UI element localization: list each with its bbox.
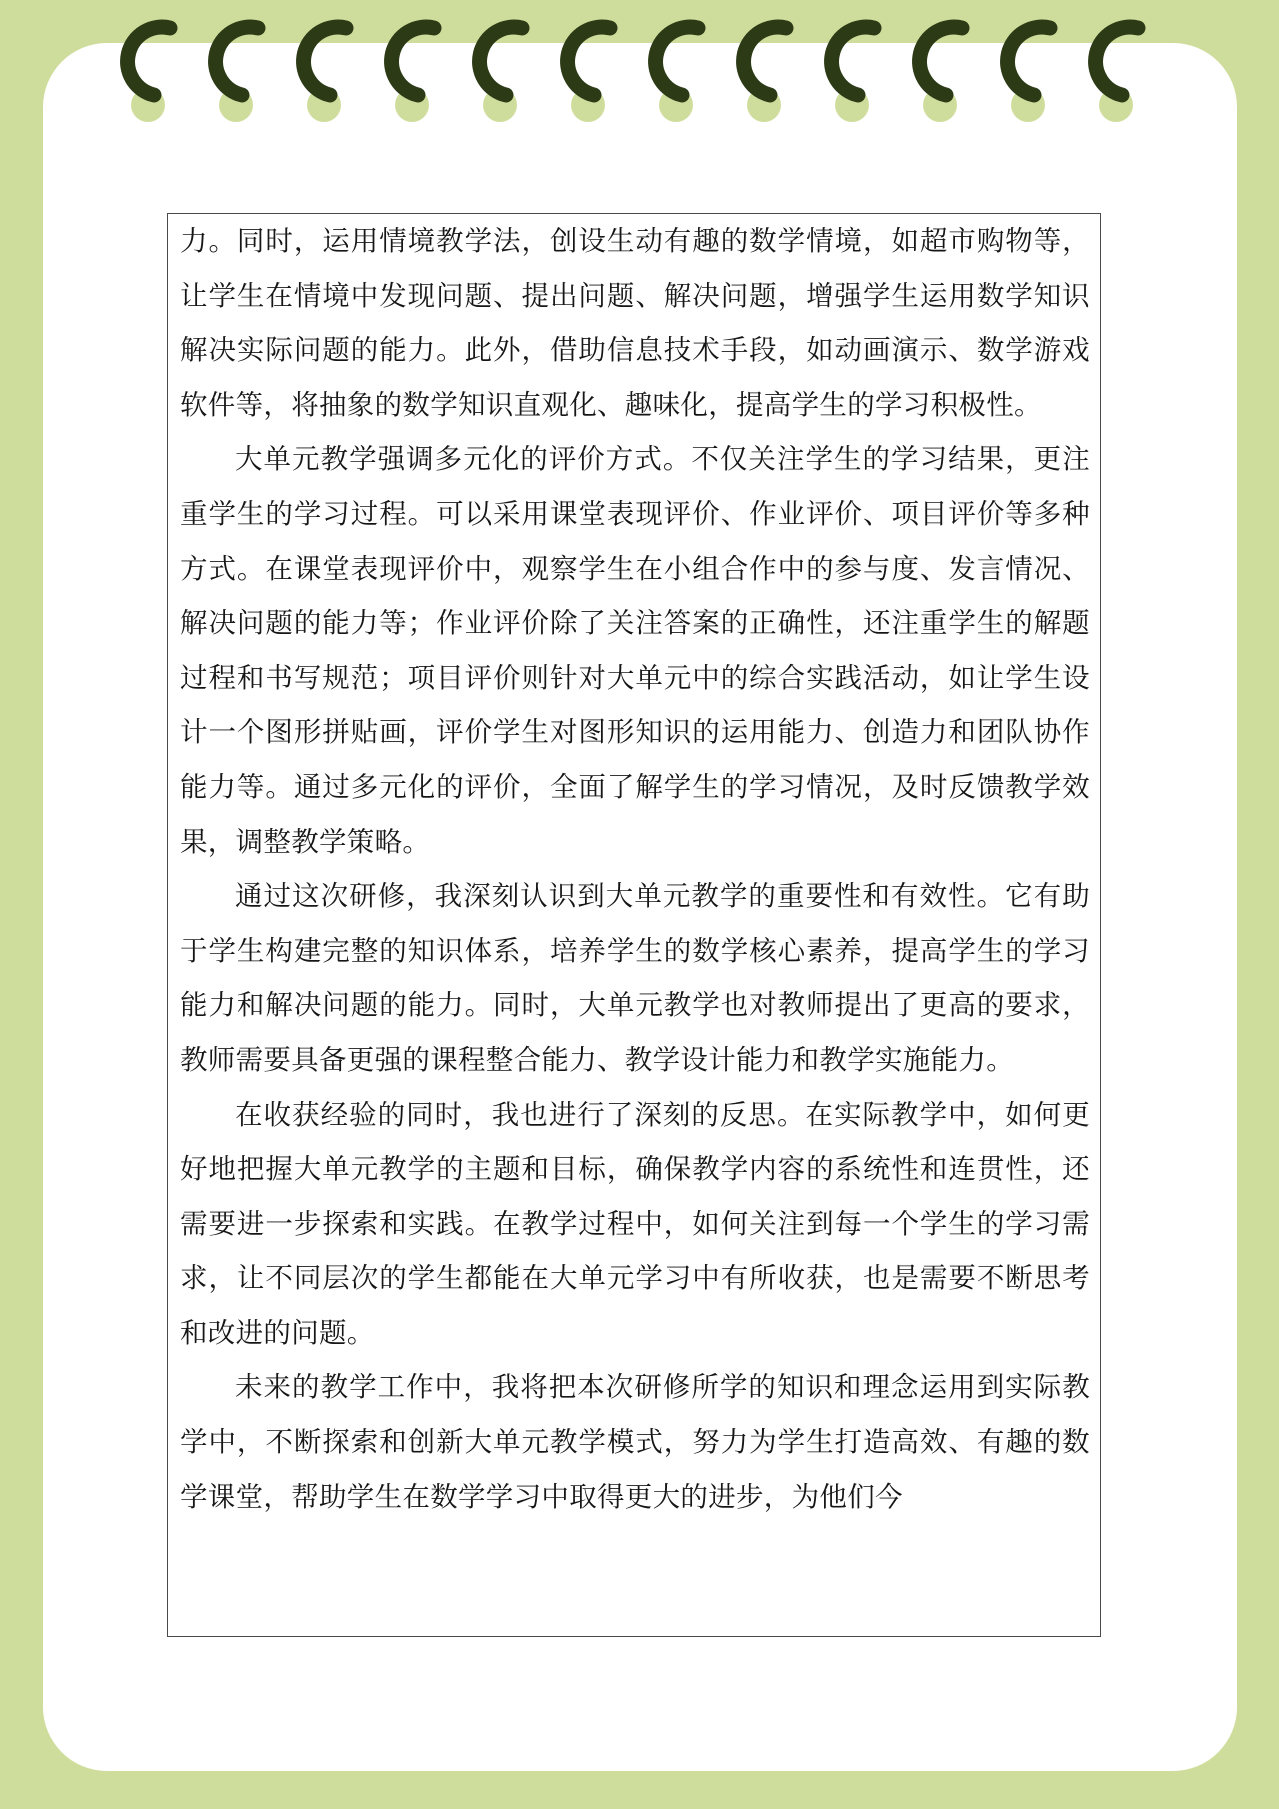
- paragraph-future-plans: 未来的教学工作中，我将把本次研修所学的知识和理念运用到实际教学中，不断探索和创新大单元教学模式，努力为学生打造高效、有趣的数学课堂，帮助学生在数学学习中取得更大的进步，为他们今: [180, 1371, 1090, 1513]
- paragraph-evaluation-intro: 力。同时，运用情境教学法，创设生动有趣的数学情境，如超市购物等，让学生在情境中发现问题、提出问题、解决问题，增强学生运用数学知识解决实际问题的能力。此外，借助信息技术手段，如动画演示、数学游戏软件等，将抽象的数学知识直观化、趣味化，提高学生的学习积极性。: [180, 225, 1090, 421]
- essay-text-box: [167, 213, 1101, 1637]
- paragraph-evaluation: 大单元教学强调多元化的评价方式。不仅关注学生的学习结果，更注重学生的学习过程。可以采用课堂表现评价、作业评价、项目评价等多种方式。在课堂表现评价中，观察学生在小组合作中的参与度、发言情况、解决问题的能力等；作业评价除了关注答案的正确性，还注重学生的解题过程和书写规范；项目评价则针对大单元中的综合实践活动，如让学生设计一个图形拼贴画，评价学生对图形知识的运用能力、创造力和团队协作能力等。通过多元化的评价，全面了解学生的学习情况，及时反馈教学效果，调整教学策略。: [180, 443, 1090, 858]
- paragraph-reflection-importance: 通过这次研修，我深刻认识到大单元教学的重要性和有效性。它有助于学生构建完整的知识体系，培养学生的数学核心素养，提高学生的学习能力和解决问题的能力。同时，大单元教学也对教师提出了更高的要求，教师需要具备更强的课程整合能力、教学设计能力和教学实施能力。: [180, 880, 1090, 1076]
- paragraph-reflection-challenges: 在收获经验的同时，我也进行了深刻的反思。在实际教学中，如何更好地把握大单元教学的主题和目标，确保教学内容的系统性和连贯性，还需要进一步探索和实践。在教学过程中，如何关注到每一个学生的学习需求，让不同层次的学生都能在大单元学习中有所收获，也是需要不断思考和改进的问题。: [180, 1098, 1090, 1349]
